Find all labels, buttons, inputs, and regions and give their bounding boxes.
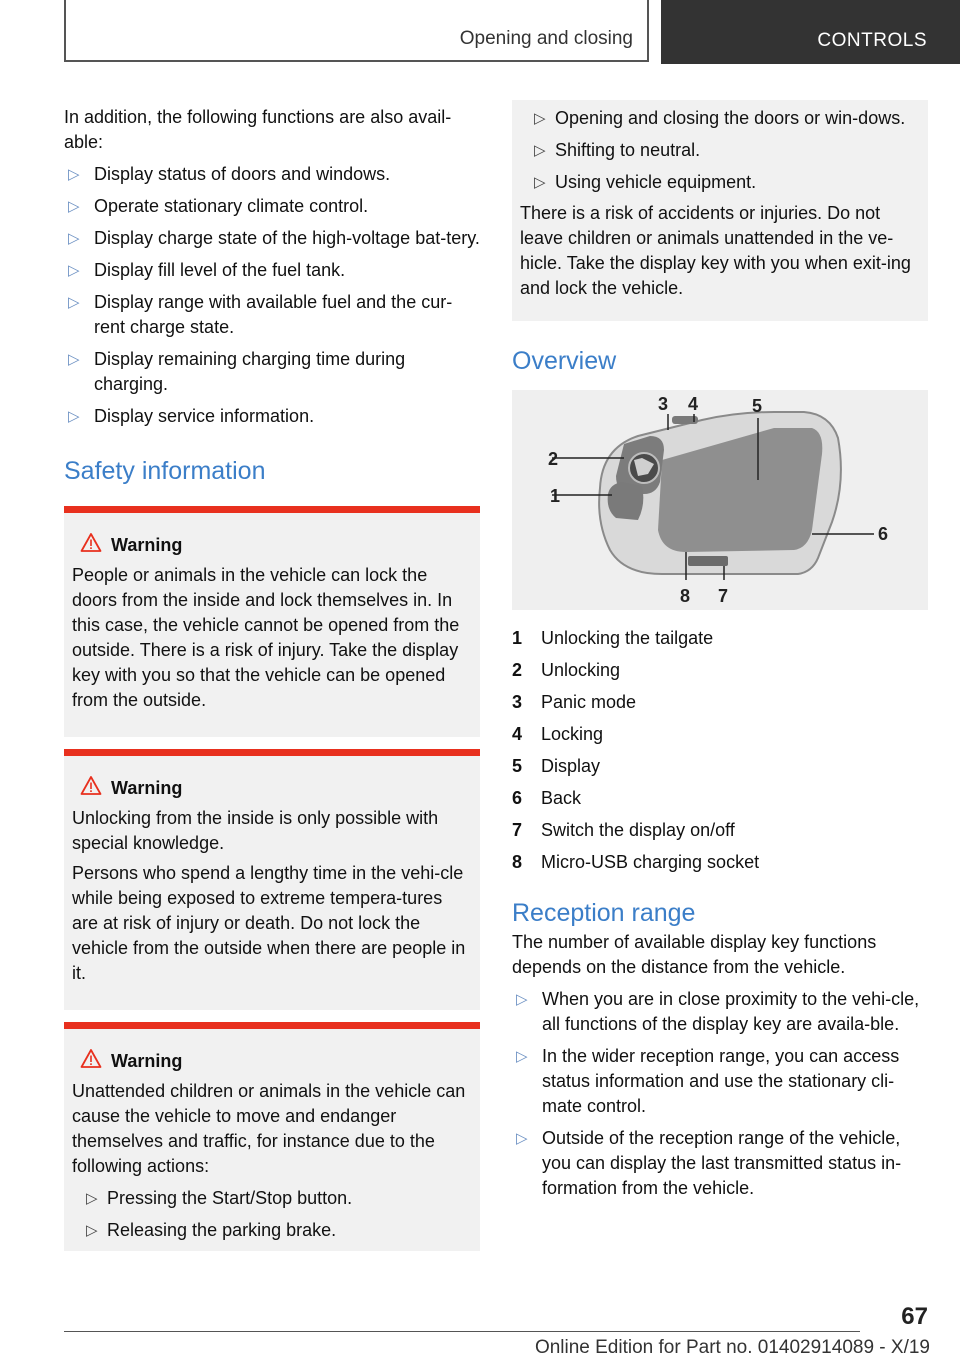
triangle-bullet-icon: ▷ <box>68 166 80 183</box>
figure-label: 2 <box>548 449 559 469</box>
warning-box <box>64 1022 480 1251</box>
list-item: ▷ Using vehicle equipment. <box>520 170 920 195</box>
triangle-bullet-icon: ▷ <box>68 230 80 247</box>
warning-box <box>64 506 480 737</box>
legend-item: 7 Switch the display on/off <box>512 820 735 840</box>
triangle-bullet-icon: ▷ <box>68 294 80 311</box>
reception-heading: Reception range <box>512 899 696 927</box>
header-chapter-tab <box>661 0 960 64</box>
figure-label: 4 <box>688 394 699 414</box>
warning-title: Warning <box>72 533 472 557</box>
list-item: ▷ Opening and closing the doors or win-dows. <box>520 106 920 131</box>
legend-item: 3 Panic mode <box>512 692 637 712</box>
warning-text: Persons who spend a lengthy time in the vehi-cle while being exposed to extreme tempera-tures are at risk of injury or death. Do not lock the vehicle from the outside when there are people in it. <box>72 863 466 983</box>
triangle-bullet-icon: ▷ <box>516 1130 528 1147</box>
chapter-title: CONTROLS <box>817 30 927 51</box>
page-number: 67 <box>901 1303 928 1330</box>
legend-item: 6 Back <box>512 788 582 808</box>
warning-action-list <box>520 106 920 195</box>
list-item: ▷ Display range with available fuel and the cur-rent charge state. <box>68 292 453 337</box>
triangle-bullet-icon: ▷ <box>86 1222 98 1239</box>
list-item: ▷ Display charge state of the high-voltage bat-tery. <box>64 226 480 251</box>
warning-triangle-icon <box>80 532 102 553</box>
triangle-bullet-icon: ▷ <box>516 1048 528 1065</box>
reception-list <box>512 987 928 1201</box>
warning-title: Warning <box>72 1049 472 1073</box>
footer-divider <box>64 1331 860 1332</box>
header-section-tab <box>64 0 649 62</box>
key-usb-socket <box>688 556 728 566</box>
figure-label: 3 <box>658 394 669 414</box>
triangle-bullet-icon: ▷ <box>68 351 80 368</box>
legend-item: 4 Locking <box>512 724 604 744</box>
legend-item: 8 Micro-USB charging socket <box>512 852 760 872</box>
legend-item: 1 Unlocking the tailgate <box>512 628 714 648</box>
figure-label: 7 <box>718 586 729 606</box>
display-key-figure <box>512 390 928 610</box>
legend-item: 2 Unlocking <box>512 660 621 680</box>
warning-text: Unattended children or animals in the vehicle can cause the vehicle to move and endanger themselves and traffic, for instance due to the following actions: <box>72 1081 466 1176</box>
overview-heading: Overview <box>512 347 617 375</box>
key-tailgate-button <box>608 482 644 520</box>
list-item: ▷ Shifting to neutral. <box>520 138 920 163</box>
triangle-bullet-icon: ▷ <box>68 198 80 215</box>
figure-label: 5 <box>752 396 763 416</box>
figure-label: 1 <box>550 486 561 506</box>
list-item: ▷ Releasing the parking brake. <box>72 1218 472 1243</box>
triangle-bullet-icon: ▷ <box>516 991 528 1008</box>
figure-label: 8 <box>680 586 691 606</box>
triangle-bullet-icon: ▷ <box>534 174 546 191</box>
warning-triangle-icon <box>80 775 102 796</box>
triangle-bullet-icon: ▷ <box>86 1190 98 1207</box>
warning-action-list <box>72 1186 472 1243</box>
warning-text: Unlocking from the inside is only possible with special knowledge. <box>72 808 439 853</box>
legend-item: 5 Display <box>512 756 601 776</box>
left-column <box>64 100 480 1251</box>
warning-text: There is a risk of accidents or injuries. Do not leave children or animals unattended in the ve-hicle. Take the display key with you when exit-ing and lock the vehicle. <box>520 203 911 298</box>
display-key-illustration <box>512 390 928 610</box>
warning-text: People or animals in the vehicle can lock the doors from the inside and lock themselves in. In this case, the vehicle cannot be opened from the outside. There is a risk of injury. Take the display key with you so that the vehicle can be opened from the outside. <box>72 565 460 710</box>
list-item: ▷ Display fill level of the fuel tank. <box>64 258 480 283</box>
warning-triangle-icon <box>80 1048 102 1069</box>
warning-box-continued <box>512 100 928 321</box>
list-item: ▷ When you are in close proximity to the vehi-cle, all functions of the display key are availa-ble. <box>516 989 920 1034</box>
list-item: ▷ Pressing the Start/Stop button. <box>72 1186 472 1211</box>
reception-intro: The number of available display key functions depends on the distance from the vehicle. <box>512 932 877 977</box>
list-item: ▷ Outside of the reception range of the vehicle, you can display the last transmitted status in-formation from the vehicle. <box>516 1128 902 1198</box>
list-item: ▷ Display service information. <box>64 404 480 429</box>
triangle-bullet-icon: ▷ <box>534 142 546 159</box>
intro-text: In addition, the following functions are also avail-able: <box>64 107 452 152</box>
warning-title: Warning <box>72 776 472 800</box>
triangle-bullet-icon: ▷ <box>534 110 546 127</box>
warning-box <box>64 749 480 1010</box>
figure-label: 6 <box>878 524 889 544</box>
figure-legend <box>512 622 928 878</box>
list-item: ▷ Display status of doors and windows. <box>64 162 480 187</box>
function-list <box>64 162 480 429</box>
list-item: ▷ In the wider reception range, you can access status information and use the stationary cli-mate control. <box>516 1046 900 1116</box>
list-item: ▷ Operate stationary climate control. <box>64 194 480 219</box>
triangle-bullet-icon: ▷ <box>68 408 80 425</box>
right-column <box>512 100 928 1201</box>
safety-heading: Safety information <box>64 457 266 485</box>
list-item: ▷ Display remaining charging time during charging. <box>68 349 406 394</box>
section-title: Opening and closing <box>459 28 633 49</box>
triangle-bullet-icon: ▷ <box>68 262 80 279</box>
edition-text: Online Edition for Part no. 01402914089 - X/19 <box>534 1337 930 1358</box>
